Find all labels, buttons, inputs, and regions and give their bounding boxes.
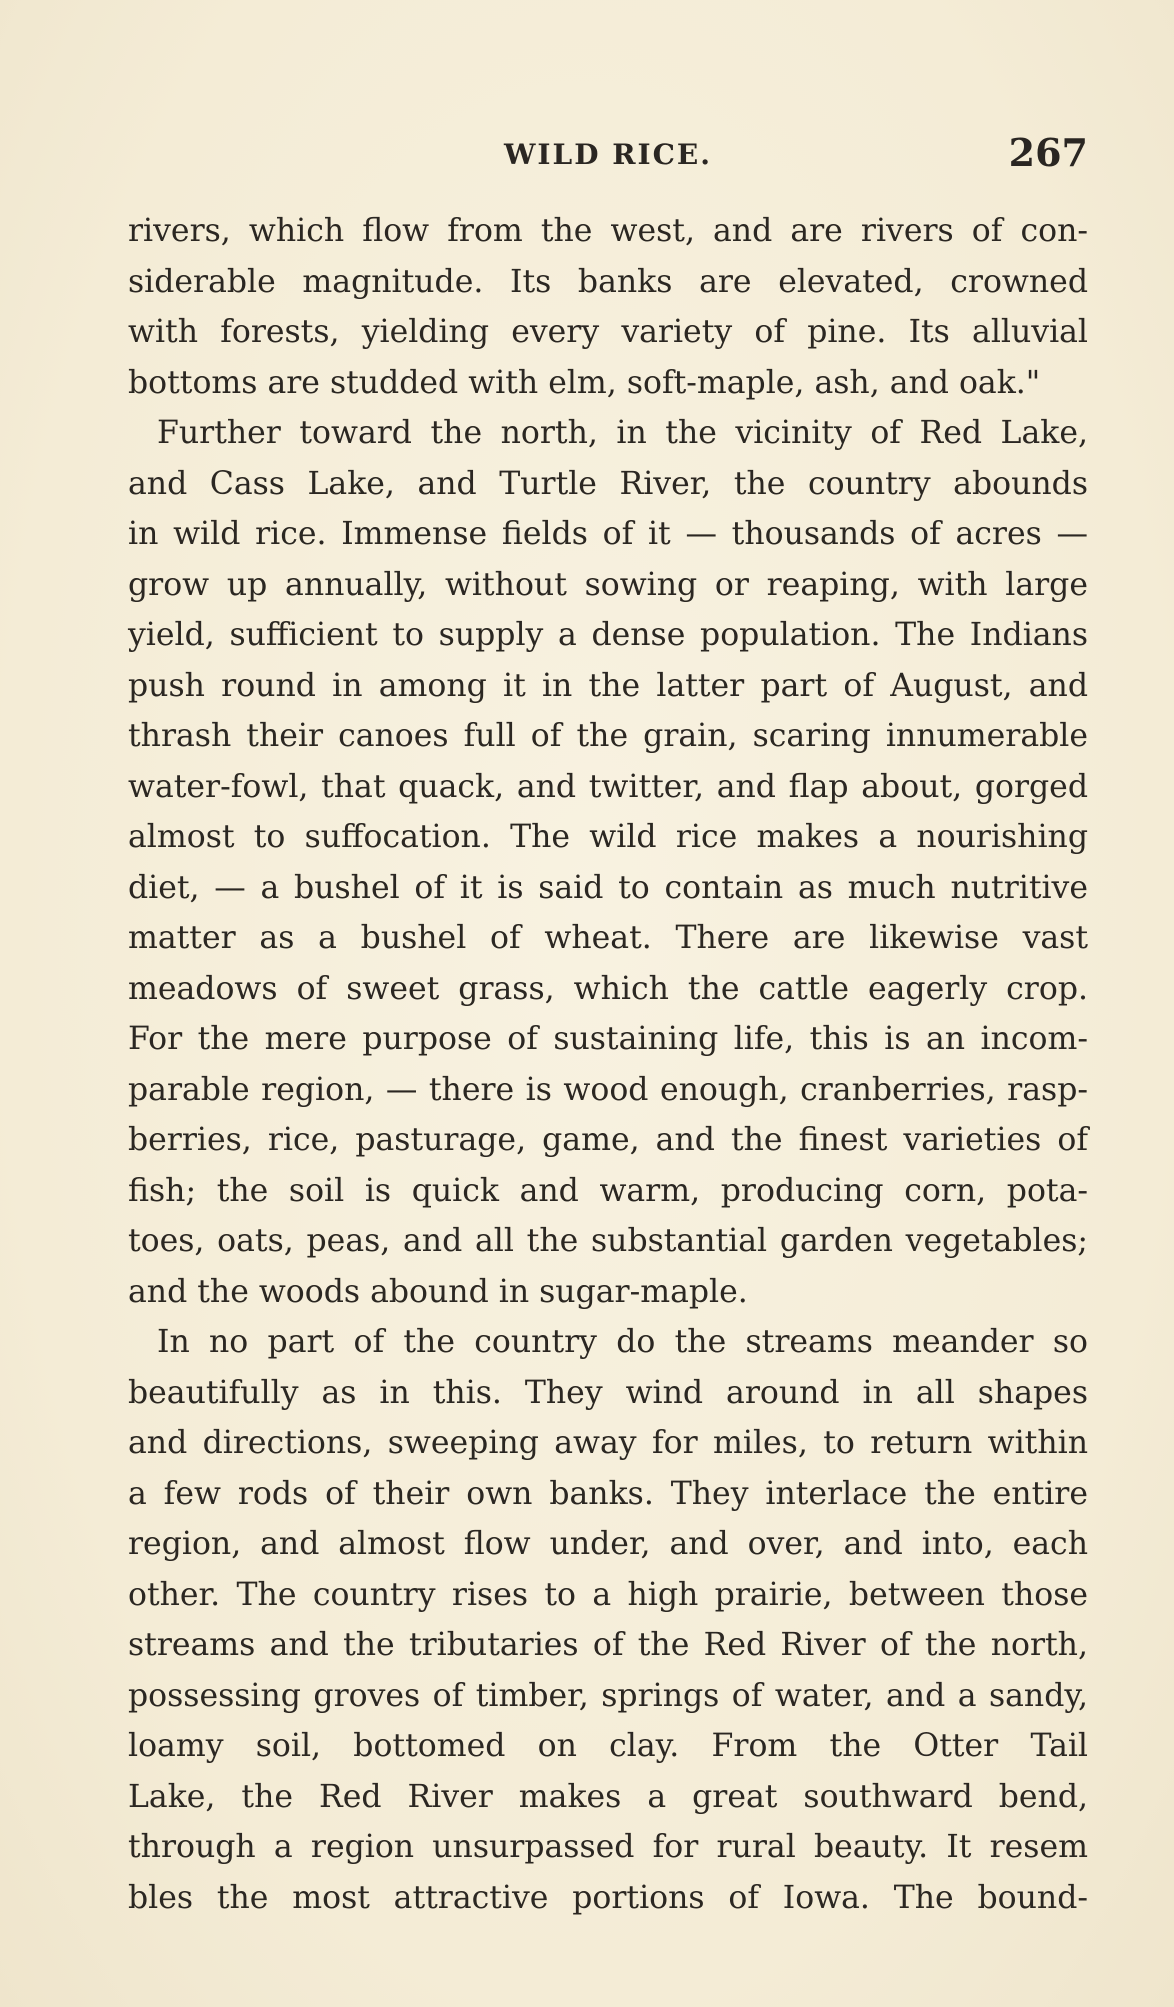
text-line: toes, oats, peas, and all the substantial garden vegetables; [128, 1223, 1088, 1259]
text-line: grow up annually, without sowing or reaping, with large [128, 566, 1088, 603]
text-line: For the mere purpose of sustaining life, this is an incom- [128, 1021, 1088, 1057]
text-line: almost to suffocation. The wild rice makes a nourishing [128, 819, 1088, 855]
text-line: and directions, sweeping away for miles, to return within [128, 1425, 1088, 1461]
text-line: rivers, which flow from the west, and are rivers of con- [128, 213, 1088, 249]
text-line: Further toward the north, in the vicinity of Red Lake, [157, 415, 1088, 451]
text-line: berries, rice, pasturage, game, and the finest varieties of [128, 1122, 1088, 1158]
text-line: In no part of the country do the streams meander so [157, 1324, 1088, 1360]
text-line: and the woods abound in sugar-maple. [128, 1273, 748, 1310]
text-line: yield, sufficient to supply a dense population. The Indians [128, 617, 1088, 653]
page-header [128, 128, 1088, 188]
text-line: fish; the soil is quick and warm, producing corn, pota- [128, 1172, 1088, 1209]
text-line: diet, — a bushel of it is said to contain as much nutritive [128, 869, 1088, 906]
text-line: possessing groves of timber, springs of water, and a sandy, [128, 1677, 1088, 1714]
text-line: matter as a bushel of wheat. There are likewise vast [128, 920, 1088, 956]
text-line: streams and the tributaries of the Red River of the north, [128, 1627, 1088, 1663]
text-line: water-fowl, that quack, and twitter, and flap about, gorged [128, 768, 1088, 805]
text-line: loamy soil, bottomed on clay. From the Otter Tail [128, 1728, 1088, 1764]
text-line: meadows of sweet grass, which the cattle eagerly crop. [128, 970, 1088, 1007]
text-line: other. The country rises to a high prairie, between those [128, 1576, 1088, 1613]
text-line: Lake, the Red River makes a great southward bend, [128, 1778, 1088, 1815]
page-number: 267 [1008, 130, 1088, 175]
text-line: region, and almost flow under, and over, and into, each [128, 1526, 1088, 1562]
text-line: push round in among it in the latter part of August, and [128, 667, 1088, 704]
text-line: bles the most attractive portions of Iowa. The bound- [128, 1879, 1088, 1916]
text-line: bottoms are studded with elm, soft-maple, ash, and oak." [128, 364, 1041, 401]
text-line: and Cass Lake, and Turtle River, the country abounds [128, 465, 1088, 502]
running-head: WILD RICE. [503, 138, 712, 171]
text-line: through a region unsurpassed for rural beauty. It resem [128, 1829, 1088, 1865]
text-line: siderable magnitude. Its banks are elevated, crowned [128, 263, 1088, 300]
text-line: with forests, yielding every variety of pine. Its alluvial [128, 314, 1088, 350]
text-line: in wild rice. Immense fields of it — thousands of acres — [128, 516, 1088, 552]
text-line: parable region, — there is wood enough, cranberries, rasp- [128, 1071, 1088, 1108]
body-text [128, 206, 1088, 1923]
text-line: beautifully as in this. They wind around in all shapes [128, 1374, 1088, 1411]
text-line: thrash their canoes full of the grain, scaring innumerable [128, 718, 1088, 754]
text-line: a few rods of their own banks. They interlace the entire [128, 1475, 1088, 1512]
